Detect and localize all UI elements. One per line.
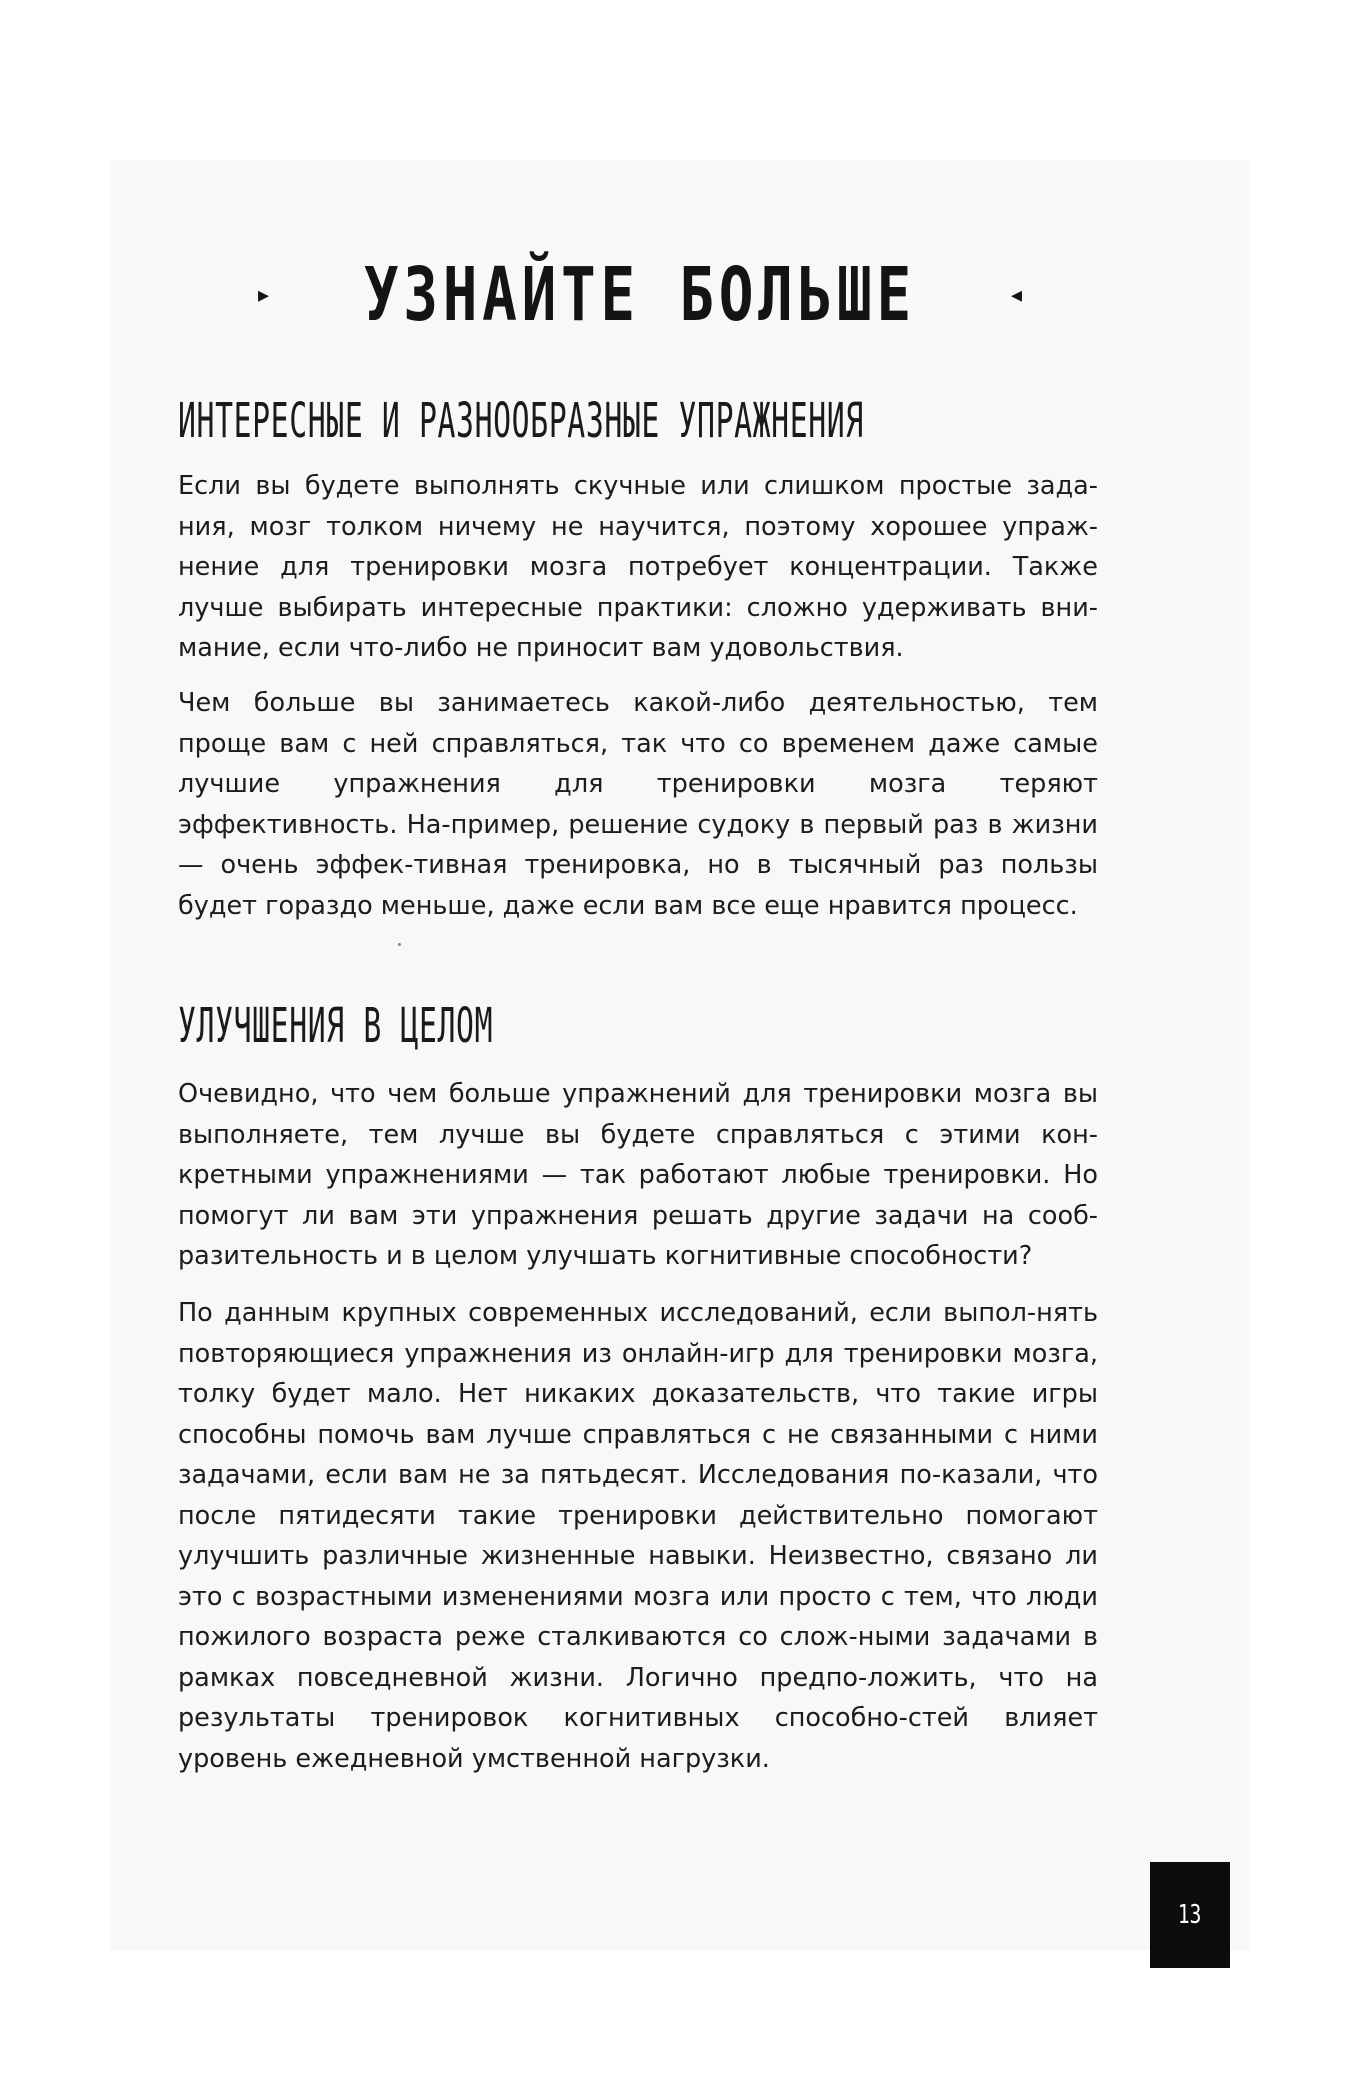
- paragraph: По данным крупных современных исследований, если выпол-нять повторяющиеся упражнения из онлайн-игр для тренировки мозга, толку будет мало. Нет никаких доказательств, что такие игры способны помочь вам лучше справляться с не связанными с ними задачами, если вам не за пятьдесят. Исследования по-казали, что после пятидесяти такие тренировки действительно помогают улучшить различные жизненные навыки. Неизвестно, связано ли это с возрастными изменениями мозга или просто с тем, что люди пожилого возраста реже сталкиваются со слож-ными задачами в рамках повседневной жизни. Логично предпо-ложить, что на результаты тренировок когнитивных способно-стей влияет уровень ежедневной умственной нагрузки.: [178, 1298, 1098, 1774]
- title-left-triangle-icon: ▸: [257, 282, 270, 308]
- page-title-row: [0, 252, 1280, 338]
- print-speck: [398, 943, 401, 946]
- page-number-box: [1150, 1862, 1230, 1968]
- paragraph: Очевидно, что чем больше упражнений для тренировки мозга вы выполняете, тем лучше вы будете справляться с этими кон-кретными упражнениями — так работают любые тренировки. Но помогут ли вам эти упражнения решать другие задачи на сооб-разительность и в целом улучшать когнитивные способности?: [178, 1079, 1098, 1271]
- paragraph: Если вы будете выполнять скучные или слишком простые зада-ния, мозг толком ничему не научится, поэтому хорошее упраж-нение для тренировки мозга потребует концентрации. Также лучше выбирать интересные практики: сложно удерживать вни-мание, если что-либо не приносит вам удовольствия.: [178, 471, 1098, 663]
- page-title: УЗНАЙТЕ БОЛЬШЕ: [363, 252, 917, 338]
- title-right-triangle-icon: ◂: [1010, 282, 1022, 308]
- page-number: 13: [1178, 1900, 1202, 1930]
- section-heading-exercises: ИНТЕРЕСНЫЕ И РАЗНООБРАЗНЫЕ УПРАЖНЕНИЯ: [178, 393, 864, 449]
- section-heading-improvements: УЛУЧШЕНИЯ В ЦЕЛОМ: [178, 998, 494, 1054]
- paragraph: Чем больше вы занимаетесь какой-либо деятельностью, тем проще вам с ней справляться, так что со временем даже самые лучшие упражнения для тренировки мозга теряют эффективность. На-пример, решение судоку в первый раз в жизни — очень эффек-тивная тренировка, но в тысячный раз пользы будет гораздо меньше, даже если вам все еще нравится процесс.: [178, 688, 1098, 921]
